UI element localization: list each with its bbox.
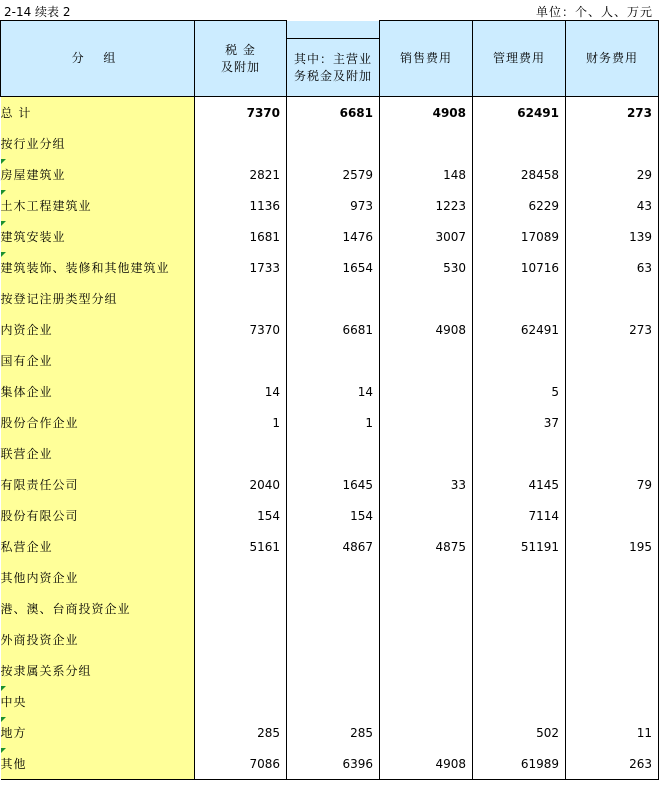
cell-sales: 4908	[380, 97, 473, 129]
cell-mgmt	[473, 686, 566, 717]
cell-main: 1654	[287, 252, 380, 283]
row-label	[1, 593, 195, 624]
comment-marker-icon	[1, 190, 6, 195]
cell-fin: 273	[566, 97, 659, 129]
cell-sales	[380, 562, 473, 593]
row-label-text: 股份合作企业	[0, 416, 79, 430]
table-row	[1, 717, 659, 748]
cell-tax	[195, 686, 287, 717]
cell-fin: 195	[566, 531, 659, 562]
cell-tax: 154	[195, 500, 287, 531]
cell-sales: 4908	[380, 314, 473, 345]
table-row	[1, 221, 659, 252]
cell-tax: 1136	[195, 190, 287, 221]
cell-mgmt: 502	[473, 717, 566, 748]
header-main-tax	[287, 39, 380, 97]
table-row	[1, 562, 659, 593]
row-label	[1, 376, 195, 407]
cell-main: 1645	[287, 469, 380, 500]
cell-mgmt	[473, 128, 566, 159]
cell-mgmt: 37	[473, 407, 566, 438]
cell-tax: 14	[195, 376, 287, 407]
comment-marker-icon	[1, 748, 6, 753]
cell-tax: 2821	[195, 159, 287, 190]
row-label	[1, 252, 195, 283]
cell-fin: 43	[566, 190, 659, 221]
cell-mgmt	[473, 283, 566, 314]
cell-main	[287, 624, 380, 655]
table-row	[1, 376, 659, 407]
cell-main: 2579	[287, 159, 380, 190]
cell-fin	[566, 438, 659, 469]
cell-fin	[566, 407, 659, 438]
table-row	[1, 190, 659, 221]
cell-sales	[380, 686, 473, 717]
row-label	[1, 221, 195, 252]
row-label	[1, 469, 195, 500]
cell-tax	[195, 128, 287, 159]
table-row	[1, 407, 659, 438]
cell-mgmt: 17089	[473, 221, 566, 252]
cell-main	[287, 562, 380, 593]
row-label-text: 其他	[0, 757, 27, 771]
cell-mgmt: 5	[473, 376, 566, 407]
header-main-line1: 其中：主营业	[293, 51, 372, 66]
cell-sales	[380, 128, 473, 159]
row-label-text: 按行业分组	[0, 137, 66, 151]
row-label-text: 联营企业	[0, 447, 53, 461]
cell-main	[287, 345, 380, 376]
cell-main	[287, 283, 380, 314]
row-label	[1, 655, 195, 686]
table-row	[1, 500, 659, 531]
row-label-text: 房屋建筑业	[0, 168, 66, 182]
cell-tax: 7370	[195, 97, 287, 129]
row-label-text: 土木工程建筑业	[0, 199, 92, 213]
table-row	[1, 345, 659, 376]
cell-tax	[195, 624, 287, 655]
cell-tax: 2040	[195, 469, 287, 500]
cell-main: 285	[287, 717, 380, 748]
cell-main	[287, 128, 380, 159]
cell-fin	[566, 283, 659, 314]
cell-tax	[195, 345, 287, 376]
row-label	[1, 128, 195, 159]
cell-fin: 263	[566, 748, 659, 780]
cell-fin: 273	[566, 314, 659, 345]
table-row	[1, 252, 659, 283]
cell-mgmt: 61989	[473, 748, 566, 780]
cell-mgmt: 62491	[473, 97, 566, 129]
row-label	[1, 531, 195, 562]
comment-marker-icon	[1, 686, 6, 691]
cell-fin	[566, 345, 659, 376]
table-row	[1, 97, 659, 129]
cell-sales	[380, 593, 473, 624]
cell-main: 1476	[287, 221, 380, 252]
cell-sales: 4875	[380, 531, 473, 562]
cell-tax	[195, 562, 287, 593]
cell-sales: 3007	[380, 221, 473, 252]
table-row	[1, 438, 659, 469]
comment-marker-icon	[1, 717, 6, 722]
row-label	[1, 500, 195, 531]
row-label	[1, 686, 195, 717]
header-mgmt: 管理费用	[473, 21, 566, 97]
cell-main	[287, 686, 380, 717]
cell-mgmt: 51191	[473, 531, 566, 562]
cell-tax: 5161	[195, 531, 287, 562]
row-label-text: 国有企业	[0, 354, 53, 368]
cell-fin	[566, 593, 659, 624]
cell-mgmt: 4145	[473, 469, 566, 500]
cell-mgmt	[473, 438, 566, 469]
table-header	[1, 21, 659, 97]
row-label	[1, 159, 195, 190]
cell-mgmt: 7114	[473, 500, 566, 531]
cell-sales: 148	[380, 159, 473, 190]
header-tax-line1: 税 金	[225, 42, 256, 57]
comment-marker-icon	[1, 252, 6, 257]
table-body	[1, 97, 659, 780]
cell-sales: 33	[380, 469, 473, 500]
row-label-text: 中央	[0, 695, 27, 709]
cell-fin	[566, 500, 659, 531]
cell-tax: 7086	[195, 748, 287, 780]
cell-mgmt: 62491	[473, 314, 566, 345]
cell-fin: 29	[566, 159, 659, 190]
table-row	[1, 686, 659, 717]
cell-mgmt	[473, 345, 566, 376]
cell-sales	[380, 717, 473, 748]
table-row	[1, 128, 659, 159]
row-label-text: 有限责任公司	[0, 478, 79, 492]
cell-mgmt	[473, 593, 566, 624]
cell-main: 6681	[287, 97, 380, 129]
cell-tax: 1	[195, 407, 287, 438]
cell-fin: 139	[566, 221, 659, 252]
header-tax-line2: 及附加	[220, 59, 260, 74]
cell-tax: 7370	[195, 314, 287, 345]
cell-fin	[566, 128, 659, 159]
cell-sales: 1223	[380, 190, 473, 221]
row-label	[1, 748, 195, 780]
cell-main: 4867	[287, 531, 380, 562]
cell-sales	[380, 345, 473, 376]
row-label-text: 集体企业	[0, 385, 53, 399]
row-label	[1, 97, 195, 129]
cell-main	[287, 655, 380, 686]
row-label	[1, 190, 195, 221]
table-row	[1, 593, 659, 624]
cell-fin	[566, 376, 659, 407]
row-label-text: 按隶属关系分组	[0, 664, 92, 678]
table-row	[1, 469, 659, 500]
row-label-text: 其他内资企业	[0, 571, 79, 585]
row-label	[1, 314, 195, 345]
cell-mgmt	[473, 562, 566, 593]
cell-mgmt	[473, 655, 566, 686]
cell-fin: 11	[566, 717, 659, 748]
table-row	[1, 159, 659, 190]
cell-main: 154	[287, 500, 380, 531]
row-label-text: 股份有限公司	[0, 509, 79, 523]
comment-marker-icon	[1, 159, 6, 164]
row-label-text: 建筑装饰、装修和其他建筑业	[0, 261, 170, 275]
row-label	[1, 283, 195, 314]
row-label-text: 私营企业	[0, 540, 53, 554]
row-label-text: 内资企业	[0, 323, 53, 337]
row-label-text: 外商投资企业	[0, 633, 79, 647]
cell-main: 6396	[287, 748, 380, 780]
cell-tax: 285	[195, 717, 287, 748]
cell-sales	[380, 376, 473, 407]
header-main-line2: 务税金及附加	[293, 68, 372, 83]
cell-sales	[380, 283, 473, 314]
cell-fin	[566, 655, 659, 686]
cell-main	[287, 438, 380, 469]
table-row	[1, 314, 659, 345]
header-sales: 销售费用	[380, 21, 473, 97]
unit-label: 单位：个、人、万元	[535, 5, 653, 19]
row-label-text: 总 计	[0, 106, 32, 120]
top-bar	[0, 0, 659, 20]
row-label	[1, 407, 195, 438]
row-label-text: 港、澳、台商投资企业	[0, 602, 131, 616]
row-label	[1, 438, 195, 469]
row-label	[1, 717, 195, 748]
table-row	[1, 748, 659, 780]
cell-fin: 79	[566, 469, 659, 500]
cell-sales	[380, 624, 473, 655]
cell-sales	[380, 438, 473, 469]
header-tax	[195, 21, 287, 97]
header-fin: 财务费用	[566, 21, 659, 97]
cell-mgmt: 6229	[473, 190, 566, 221]
cell-fin	[566, 624, 659, 655]
row-label-text: 地方	[0, 726, 27, 740]
cell-sales: 4908	[380, 748, 473, 780]
cell-tax: 1733	[195, 252, 287, 283]
cell-sales	[380, 407, 473, 438]
row-label	[1, 624, 195, 655]
cell-main: 1	[287, 407, 380, 438]
cell-tax: 1681	[195, 221, 287, 252]
cell-tax	[195, 593, 287, 624]
cell-fin	[566, 686, 659, 717]
statistics-table	[0, 20, 659, 780]
table-row	[1, 283, 659, 314]
cell-sales	[380, 500, 473, 531]
row-label	[1, 345, 195, 376]
header-main-top-gap	[287, 21, 380, 39]
table-row	[1, 655, 659, 686]
cell-main: 14	[287, 376, 380, 407]
cell-mgmt	[473, 624, 566, 655]
table-number: 2-14 续表 2	[4, 5, 71, 19]
cell-fin: 63	[566, 252, 659, 283]
cell-tax	[195, 283, 287, 314]
row-label	[1, 562, 195, 593]
row-label-text: 按登记注册类型分组	[0, 292, 118, 306]
cell-sales: 530	[380, 252, 473, 283]
comment-marker-icon	[1, 221, 6, 226]
cell-mgmt: 28458	[473, 159, 566, 190]
cell-fin	[566, 562, 659, 593]
cell-mgmt: 10716	[473, 252, 566, 283]
cell-main: 6681	[287, 314, 380, 345]
table-row	[1, 531, 659, 562]
row-label-text: 建筑安装业	[0, 230, 66, 244]
cell-main: 973	[287, 190, 380, 221]
cell-sales	[380, 655, 473, 686]
cell-tax	[195, 655, 287, 686]
header-group: 分 组	[1, 21, 195, 97]
cell-tax	[195, 438, 287, 469]
table-row	[1, 624, 659, 655]
cell-main	[287, 593, 380, 624]
